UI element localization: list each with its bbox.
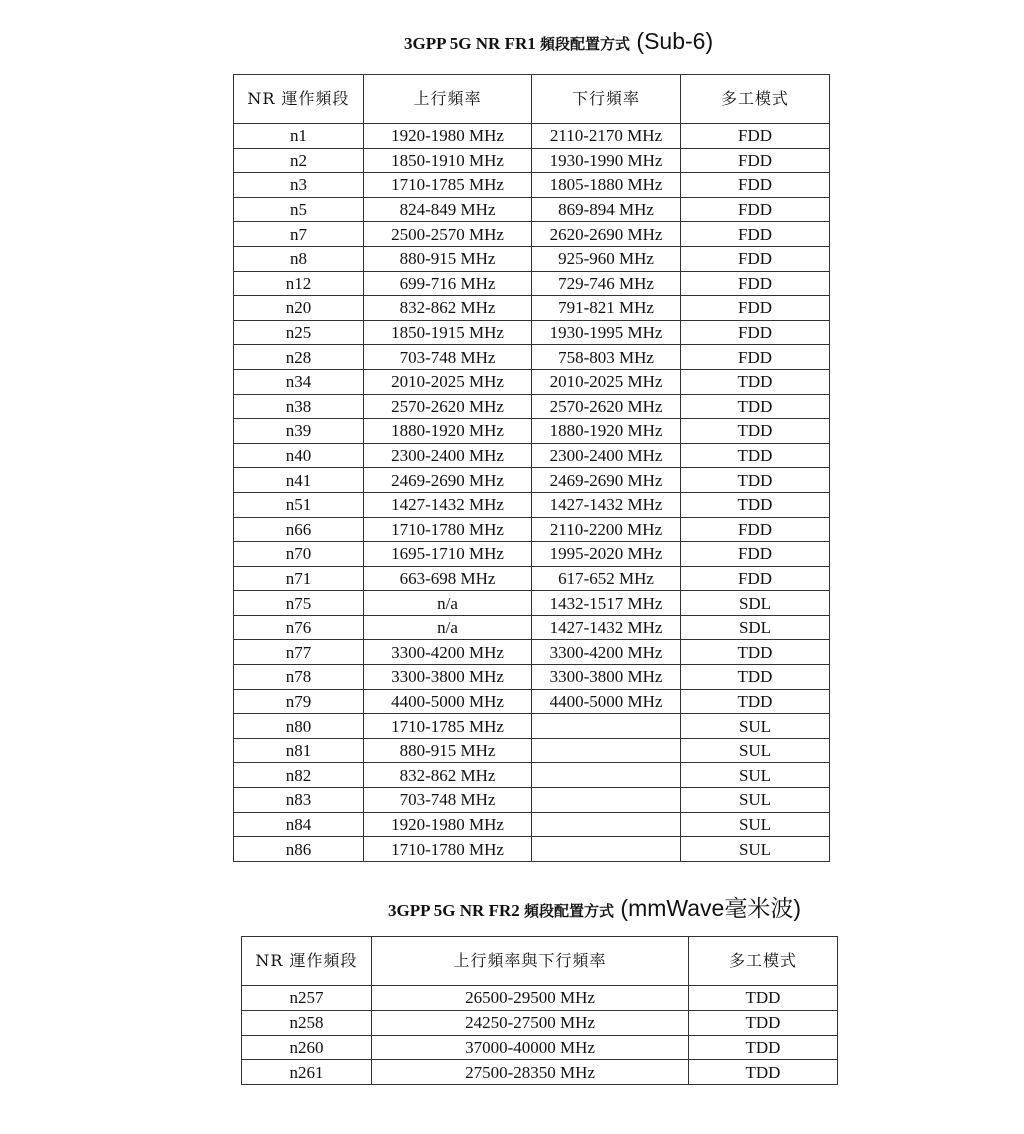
table-row [234, 566, 830, 591]
duplex-mode-cell: FDD [681, 320, 830, 345]
duplex-mode-cell: SUL [681, 812, 830, 837]
uplink-cell: 699-716 MHz [364, 271, 532, 296]
band-cell: n2 [234, 148, 364, 173]
band-cell: n28 [234, 345, 364, 370]
duplex-mode-cell: FDD [681, 517, 830, 542]
downlink-cell: 1427-1432 MHz [532, 615, 681, 640]
uplink-cell: 1850-1915 MHz [364, 320, 532, 345]
table-row [234, 246, 830, 271]
table-row [234, 468, 830, 493]
duplex-mode-cell: SUL [681, 738, 830, 763]
downlink-cell: 2570-2620 MHz [532, 394, 681, 419]
uplink-cell: 1920-1980 MHz [364, 812, 532, 837]
uplink-cell: 1710-1780 MHz [364, 837, 532, 862]
table-row [234, 222, 830, 247]
uplink-cell: 1710-1785 MHz [364, 714, 532, 739]
duplex-mode-cell: FDD [681, 173, 830, 198]
downlink-cell: 2469-2690 MHz [532, 468, 681, 493]
downlink-cell [532, 763, 681, 788]
uplink-cell: 1710-1785 MHz [364, 173, 532, 198]
band-cell: n80 [234, 714, 364, 739]
downlink-cell: 791-821 MHz [532, 296, 681, 321]
downlink-cell: 1930-1995 MHz [532, 320, 681, 345]
uplink-cell: 2500-2570 MHz [364, 222, 532, 247]
table-row [234, 689, 830, 714]
fr2-header-frequency: 上行頻率與下行頻率 [372, 937, 689, 986]
band-cell: n7 [234, 222, 364, 247]
frequency-cell: 26500-29500 MHz [372, 986, 689, 1011]
frequency-cell: 24250-27500 MHz [372, 1010, 689, 1035]
downlink-cell: 1432-1517 MHz [532, 591, 681, 616]
band-cell: n39 [234, 419, 364, 444]
fr1-header-duplex-mode: 多工模式 [681, 75, 830, 124]
table-row [234, 763, 830, 788]
band-cell: n34 [234, 369, 364, 394]
fr1-table-body [234, 124, 830, 862]
duplex-mode-cell: SUL [681, 788, 830, 813]
fr2-header-row [242, 937, 838, 986]
uplink-cell: 2010-2025 MHz [364, 369, 532, 394]
uplink-cell: 2469-2690 MHz [364, 468, 532, 493]
uplink-cell: 4400-5000 MHz [364, 689, 532, 714]
band-cell: n12 [234, 271, 364, 296]
fr2-title-suffix: (mmWave毫米波) [614, 895, 801, 921]
table-row [242, 1010, 838, 1035]
table-row [234, 197, 830, 222]
duplex-mode-cell: FDD [681, 148, 830, 173]
fr1-title-suffix: (Sub-6) [630, 28, 714, 54]
table-row [234, 812, 830, 837]
downlink-cell [532, 812, 681, 837]
uplink-cell: 703-748 MHz [364, 788, 532, 813]
uplink-cell: 2570-2620 MHz [364, 394, 532, 419]
band-cell: n3 [234, 173, 364, 198]
duplex-mode-cell: TDD [689, 1060, 838, 1085]
band-cell: n25 [234, 320, 364, 345]
uplink-cell: 1427-1432 MHz [364, 492, 532, 517]
downlink-cell: 1995-2020 MHz [532, 542, 681, 567]
band-cell: n41 [234, 468, 364, 493]
duplex-mode-cell: FDD [681, 222, 830, 247]
table-row [234, 419, 830, 444]
band-cell: n86 [234, 837, 364, 862]
duplex-mode-cell: SUL [681, 763, 830, 788]
uplink-cell: 1695-1710 MHz [364, 542, 532, 567]
duplex-mode-cell: FDD [681, 124, 830, 149]
fr1-header-row [234, 75, 830, 124]
fr2-table-body [242, 986, 838, 1085]
fr2-band-table [241, 936, 838, 1085]
fr2-title-cjk: 頻段配置方式 [524, 902, 615, 920]
band-cell: n1 [234, 124, 364, 149]
downlink-cell [532, 837, 681, 862]
table-row [242, 1060, 838, 1085]
table-row [234, 714, 830, 739]
band-cell: n82 [234, 763, 364, 788]
band-cell: n77 [234, 640, 364, 665]
duplex-mode-cell: SDL [681, 591, 830, 616]
band-cell: n257 [242, 986, 372, 1011]
table-row [234, 394, 830, 419]
uplink-cell: 832-862 MHz [364, 763, 532, 788]
downlink-cell [532, 738, 681, 763]
table-row [234, 369, 830, 394]
duplex-mode-cell: TDD [681, 468, 830, 493]
frequency-cell: 37000-40000 MHz [372, 1035, 689, 1060]
table-row [234, 320, 830, 345]
fr1-title-cjk: 頻段配置方式 [540, 35, 631, 53]
downlink-cell [532, 714, 681, 739]
frequency-cell: 27500-28350 MHz [372, 1060, 689, 1085]
table-row [234, 492, 830, 517]
downlink-cell: 617-652 MHz [532, 566, 681, 591]
uplink-cell: 880-915 MHz [364, 738, 532, 763]
downlink-cell: 1427-1432 MHz [532, 492, 681, 517]
table-row [234, 148, 830, 173]
band-cell: n79 [234, 689, 364, 714]
duplex-mode-cell: TDD [681, 492, 830, 517]
downlink-cell [532, 788, 681, 813]
table-row [234, 443, 830, 468]
band-cell: n40 [234, 443, 364, 468]
table-row [234, 173, 830, 198]
uplink-cell: 3300-3800 MHz [364, 665, 532, 690]
fr2-table-title [388, 890, 801, 923]
table-row [234, 837, 830, 862]
band-cell: n78 [234, 665, 364, 690]
downlink-cell: 1930-1990 MHz [532, 148, 681, 173]
table-row [234, 738, 830, 763]
duplex-mode-cell: TDD [681, 394, 830, 419]
downlink-cell: 1880-1920 MHz [532, 419, 681, 444]
duplex-mode-cell: TDD [681, 443, 830, 468]
band-cell: n38 [234, 394, 364, 419]
duplex-mode-cell: TDD [689, 1010, 838, 1035]
duplex-mode-cell: TDD [681, 665, 830, 690]
uplink-cell: 1710-1780 MHz [364, 517, 532, 542]
downlink-cell: 3300-3800 MHz [532, 665, 681, 690]
downlink-cell: 925-960 MHz [532, 246, 681, 271]
uplink-cell: 824-849 MHz [364, 197, 532, 222]
uplink-cell: 1880-1920 MHz [364, 419, 532, 444]
fr2-title-main: 3GPP 5G NR FR2 [388, 901, 524, 920]
band-cell: n76 [234, 615, 364, 640]
fr1-header-uplink: 上行頻率 [364, 75, 532, 124]
table-row [242, 1035, 838, 1060]
band-cell: n8 [234, 246, 364, 271]
fr2-header-duplex-mode: 多工模式 [689, 937, 838, 986]
uplink-cell: 703-748 MHz [364, 345, 532, 370]
band-cell: n71 [234, 566, 364, 591]
table-row [234, 591, 830, 616]
duplex-mode-cell: FDD [681, 542, 830, 567]
downlink-cell: 2010-2025 MHz [532, 369, 681, 394]
band-cell: n83 [234, 788, 364, 813]
duplex-mode-cell: SUL [681, 837, 830, 862]
duplex-mode-cell: FDD [681, 246, 830, 271]
uplink-cell: 1850-1910 MHz [364, 148, 532, 173]
band-cell: n75 [234, 591, 364, 616]
duplex-mode-cell: SUL [681, 714, 830, 739]
table-row [234, 124, 830, 149]
band-cell: n81 [234, 738, 364, 763]
duplex-mode-cell: FDD [681, 197, 830, 222]
table-row [242, 986, 838, 1011]
duplex-mode-cell: FDD [681, 271, 830, 296]
band-cell: n70 [234, 542, 364, 567]
fr1-title-main: 3GPP 5G NR FR1 [404, 34, 540, 53]
downlink-cell: 4400-5000 MHz [532, 689, 681, 714]
uplink-cell: 832-862 MHz [364, 296, 532, 321]
duplex-mode-cell: TDD [681, 369, 830, 394]
downlink-cell: 869-894 MHz [532, 197, 681, 222]
table-row [234, 665, 830, 690]
downlink-cell: 2110-2200 MHz [532, 517, 681, 542]
band-cell: n260 [242, 1035, 372, 1060]
table-row [234, 517, 830, 542]
uplink-cell: 663-698 MHz [364, 566, 532, 591]
duplex-mode-cell: FDD [681, 566, 830, 591]
table-row [234, 640, 830, 665]
downlink-cell: 2110-2170 MHz [532, 124, 681, 149]
band-cell: n66 [234, 517, 364, 542]
band-cell: n84 [234, 812, 364, 837]
table-row [234, 788, 830, 813]
duplex-mode-cell: SDL [681, 615, 830, 640]
uplink-cell: 2300-2400 MHz [364, 443, 532, 468]
fr1-band-table [233, 74, 830, 862]
duplex-mode-cell: TDD [681, 640, 830, 665]
duplex-mode-cell: TDD [681, 689, 830, 714]
table-row [234, 271, 830, 296]
duplex-mode-cell: TDD [689, 1035, 838, 1060]
fr2-header-band: NR 運作頻段 [242, 937, 372, 986]
fr1-header-band: NR 運作頻段 [234, 75, 364, 124]
band-cell: n51 [234, 492, 364, 517]
band-cell: n5 [234, 197, 364, 222]
downlink-cell: 2620-2690 MHz [532, 222, 681, 247]
table-row [234, 542, 830, 567]
downlink-cell: 2300-2400 MHz [532, 443, 681, 468]
band-cell: n258 [242, 1010, 372, 1035]
downlink-cell: 1805-1880 MHz [532, 173, 681, 198]
duplex-mode-cell: FDD [681, 345, 830, 370]
fr1-table-title [404, 28, 713, 55]
downlink-cell: 729-746 MHz [532, 271, 681, 296]
fr1-header-downlink: 下行頻率 [532, 75, 681, 124]
uplink-cell: 3300-4200 MHz [364, 640, 532, 665]
band-cell: n261 [242, 1060, 372, 1085]
table-row [234, 615, 830, 640]
duplex-mode-cell: FDD [681, 296, 830, 321]
downlink-cell: 758-803 MHz [532, 345, 681, 370]
table-row [234, 296, 830, 321]
duplex-mode-cell: TDD [689, 986, 838, 1011]
uplink-cell: n/a [364, 591, 532, 616]
band-cell: n20 [234, 296, 364, 321]
uplink-cell: 880-915 MHz [364, 246, 532, 271]
duplex-mode-cell: TDD [681, 419, 830, 444]
downlink-cell: 3300-4200 MHz [532, 640, 681, 665]
table-row [234, 345, 830, 370]
uplink-cell: n/a [364, 615, 532, 640]
uplink-cell: 1920-1980 MHz [364, 124, 532, 149]
